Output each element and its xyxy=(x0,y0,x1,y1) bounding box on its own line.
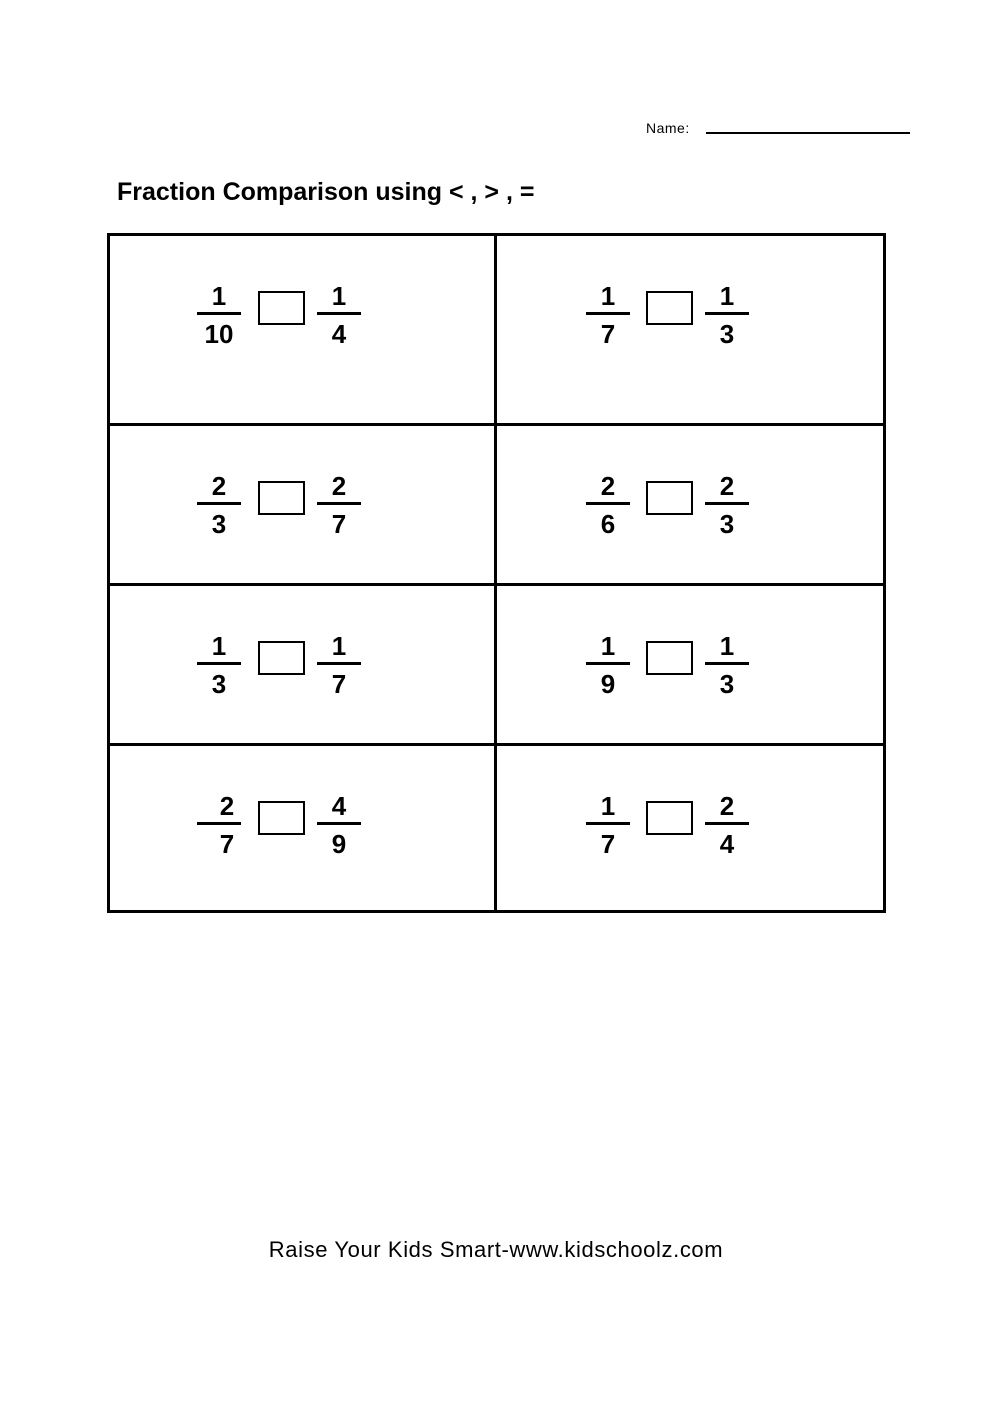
numerator: 2 xyxy=(600,471,616,501)
fraction-bar xyxy=(197,312,241,315)
answer-box[interactable] xyxy=(258,291,305,325)
numerator: 1 xyxy=(719,631,735,661)
fraction-bar xyxy=(317,822,361,825)
grid-divider-row-3 xyxy=(107,743,886,746)
fraction-bar xyxy=(586,502,630,505)
denominator: 9 xyxy=(600,669,616,699)
denominator: 7 xyxy=(219,829,235,859)
numerator: 1 xyxy=(719,281,735,311)
fraction-bar xyxy=(586,662,630,665)
name-label: Name: xyxy=(646,120,690,136)
fraction-bar xyxy=(197,662,241,665)
answer-box[interactable] xyxy=(646,801,693,835)
denominator: 4 xyxy=(331,319,347,349)
name-field-line[interactable] xyxy=(706,132,910,134)
numerator: 2 xyxy=(219,791,235,821)
fraction-right xyxy=(705,631,749,699)
fraction-bar xyxy=(705,822,749,825)
numerator: 1 xyxy=(600,791,616,821)
fraction-bar xyxy=(705,502,749,505)
fraction-bar xyxy=(586,312,630,315)
fraction-left xyxy=(197,281,241,349)
fraction-bar xyxy=(197,502,241,505)
denominator: 10 xyxy=(204,319,234,349)
numerator: 2 xyxy=(719,471,735,501)
fraction-left xyxy=(586,471,630,539)
numerator: 1 xyxy=(211,281,227,311)
grid-divider-row-1 xyxy=(107,423,886,426)
fraction-left xyxy=(197,791,241,859)
denominator: 7 xyxy=(600,829,616,859)
denominator: 4 xyxy=(719,829,735,859)
fraction-bar xyxy=(705,662,749,665)
worksheet-title: Fraction Comparison using < , > , = xyxy=(117,178,535,206)
denominator: 3 xyxy=(211,669,227,699)
fraction-bar xyxy=(317,502,361,505)
fraction-right xyxy=(705,281,749,349)
fraction-left xyxy=(586,791,630,859)
answer-box[interactable] xyxy=(258,481,305,515)
answer-box[interactable] xyxy=(258,641,305,675)
numerator: 2 xyxy=(211,471,227,501)
answer-box[interactable] xyxy=(258,801,305,835)
numerator: 2 xyxy=(719,791,735,821)
denominator: 7 xyxy=(600,319,616,349)
answer-box[interactable] xyxy=(646,641,693,675)
denominator: 3 xyxy=(719,509,735,539)
fraction-left xyxy=(586,281,630,349)
denominator: 7 xyxy=(331,509,347,539)
fraction-right xyxy=(317,791,361,859)
fraction-bar xyxy=(586,822,630,825)
denominator: 6 xyxy=(600,509,616,539)
fraction-bar xyxy=(197,822,241,825)
numerator: 4 xyxy=(331,791,347,821)
fraction-bar xyxy=(705,312,749,315)
denominator: 7 xyxy=(331,669,347,699)
fraction-right xyxy=(705,471,749,539)
fraction-left xyxy=(197,471,241,539)
numerator: 1 xyxy=(211,631,227,661)
fraction-left xyxy=(586,631,630,699)
denominator: 3 xyxy=(719,319,735,349)
fraction-right xyxy=(317,471,361,539)
grid-divider-vertical xyxy=(494,233,497,913)
fraction-right xyxy=(705,791,749,859)
numerator: 1 xyxy=(331,281,347,311)
numerator: 1 xyxy=(600,281,616,311)
denominator: 3 xyxy=(719,669,735,699)
numerator: 1 xyxy=(331,631,347,661)
numerator: 1 xyxy=(600,631,616,661)
answer-box[interactable] xyxy=(646,291,693,325)
fraction-bar xyxy=(317,662,361,665)
denominator: 9 xyxy=(331,829,347,859)
fraction-left xyxy=(197,631,241,699)
answer-box[interactable] xyxy=(646,481,693,515)
footer-text: Raise Your Kids Smart-www.kidschoolz.com xyxy=(268,1237,724,1262)
fraction-right xyxy=(317,631,361,699)
fraction-bar xyxy=(317,312,361,315)
numerator: 2 xyxy=(331,471,347,501)
denominator: 3 xyxy=(211,509,227,539)
grid-divider-row-2 xyxy=(107,583,886,586)
fraction-right xyxy=(317,281,361,349)
